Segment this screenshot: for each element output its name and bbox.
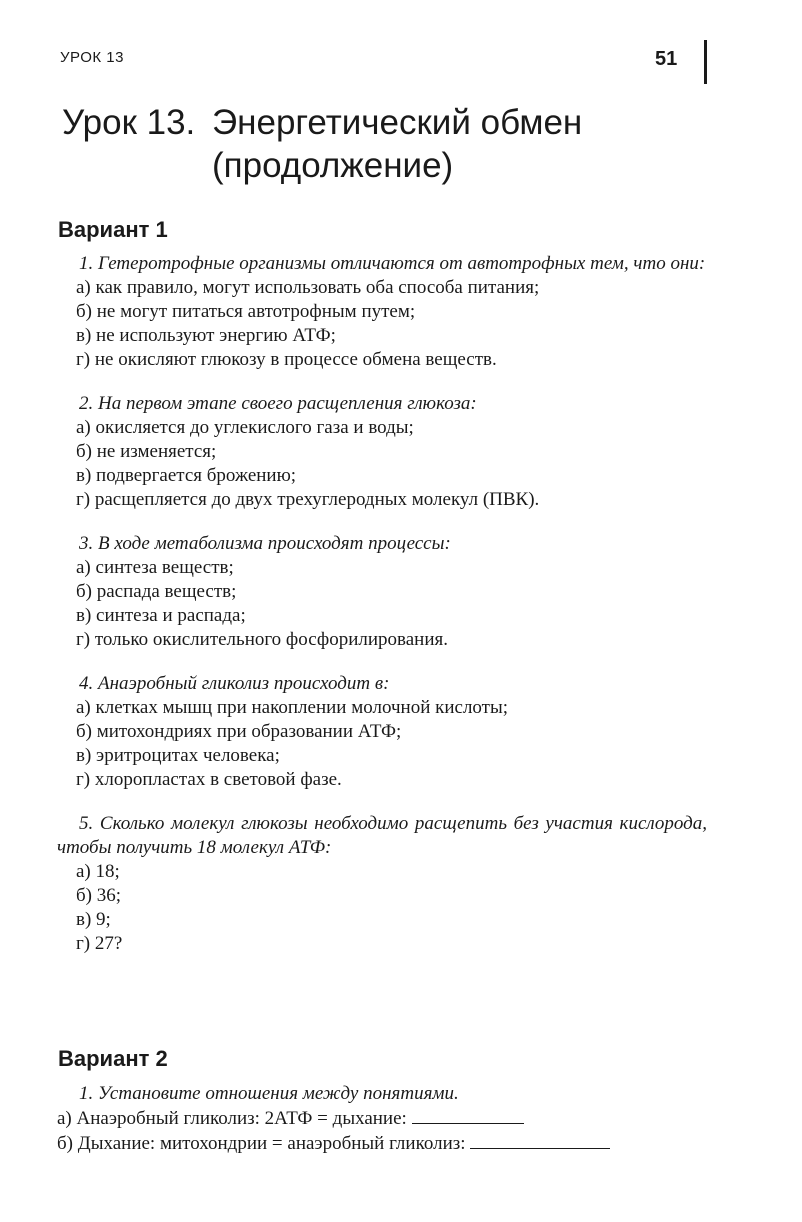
answer-option: г) только окислительного фосфорилирования. [76, 629, 448, 650]
answer-option: б) 36; [76, 885, 122, 906]
answer-option: а) клетках мышц при накоплении молочной кислоты; [76, 697, 509, 718]
variant-2-questions [57, 1082, 707, 1156]
answer-option: г) 27? [76, 933, 123, 954]
variant-1-questions [57, 252, 707, 956]
question-block [57, 392, 707, 512]
question-block [57, 672, 707, 792]
answer-option-text: б) Дыхание: митохондрии = анаэробный гликолиз: [57, 1133, 466, 1154]
answer-option: в) 9; [76, 909, 111, 930]
question-block [57, 812, 707, 956]
header-rule [704, 40, 707, 84]
answer-option: б) митохондриях при образовании АТФ; [76, 721, 402, 742]
answer-option: в) не используют энергию АТФ; [76, 325, 336, 346]
answer-option: в) эритроцитах человека; [76, 745, 280, 766]
question-text: 2. На первом этапе своего расщепления глюкоза: [79, 393, 477, 414]
answer-option: а) как правило, могут использовать оба способа питания; [76, 277, 540, 298]
variant-1-heading: Вариант 1 [58, 217, 168, 242]
lesson-topic-line2: (продолжение) [212, 146, 454, 185]
answer-option: а) 18; [76, 861, 120, 882]
question-block [57, 532, 707, 652]
question-text: 3. В ходе метаболизма происходят процессы: [79, 533, 451, 554]
answer-option [57, 1106, 707, 1131]
answer-blank[interactable] [470, 1131, 610, 1149]
answer-option: б) распада веществ; [76, 581, 237, 602]
answer-option: г) расщепляется до двух трехуглеродных молекул (ПВК). [76, 489, 540, 510]
answer-option: б) не могут питаться автотрофным путем; [76, 301, 416, 322]
question-text: 5. Сколько молекул глюкозы необходимо расщепить без участия кислорода, чтобы получить 18 молекул АТФ: [57, 813, 707, 858]
question-text: 1. Гетеротрофные организмы отличаются от автотрофных тем, что они: [79, 253, 706, 274]
variant-2-heading: Вариант 2 [58, 1046, 168, 1071]
answer-option: г) хлоропластах в световой фазе. [76, 769, 342, 790]
answer-blank[interactable] [412, 1106, 524, 1124]
question-block [57, 252, 707, 372]
answer-option: б) не изменяется; [76, 441, 217, 462]
answer-option: а) синтеза веществ; [76, 557, 234, 578]
running-header-section: УРОК 13 [60, 49, 124, 66]
page-number: 51 [655, 48, 678, 70]
answer-option: в) подвергается брожению; [76, 465, 297, 486]
lesson-number: Урок 13. [62, 103, 196, 142]
answer-option-text: а) Анаэробный гликолиз: 2АТФ = дыхание: [57, 1108, 407, 1129]
answer-option: а) окисляется до углекислого газа и воды; [76, 417, 414, 438]
question-text: 4. Анаэробный гликолиз происходит в: [79, 673, 390, 694]
lesson-topic-line1: Энергетический обмен [212, 103, 583, 142]
answer-option [57, 1131, 707, 1156]
question-text: 1. Установите отношения между понятиями. [79, 1083, 459, 1104]
lesson-title [62, 101, 582, 187]
answer-option: в) синтеза и распада; [76, 605, 246, 626]
answer-option: г) не окисляют глюкозу в процессе обмена веществ. [76, 349, 497, 370]
